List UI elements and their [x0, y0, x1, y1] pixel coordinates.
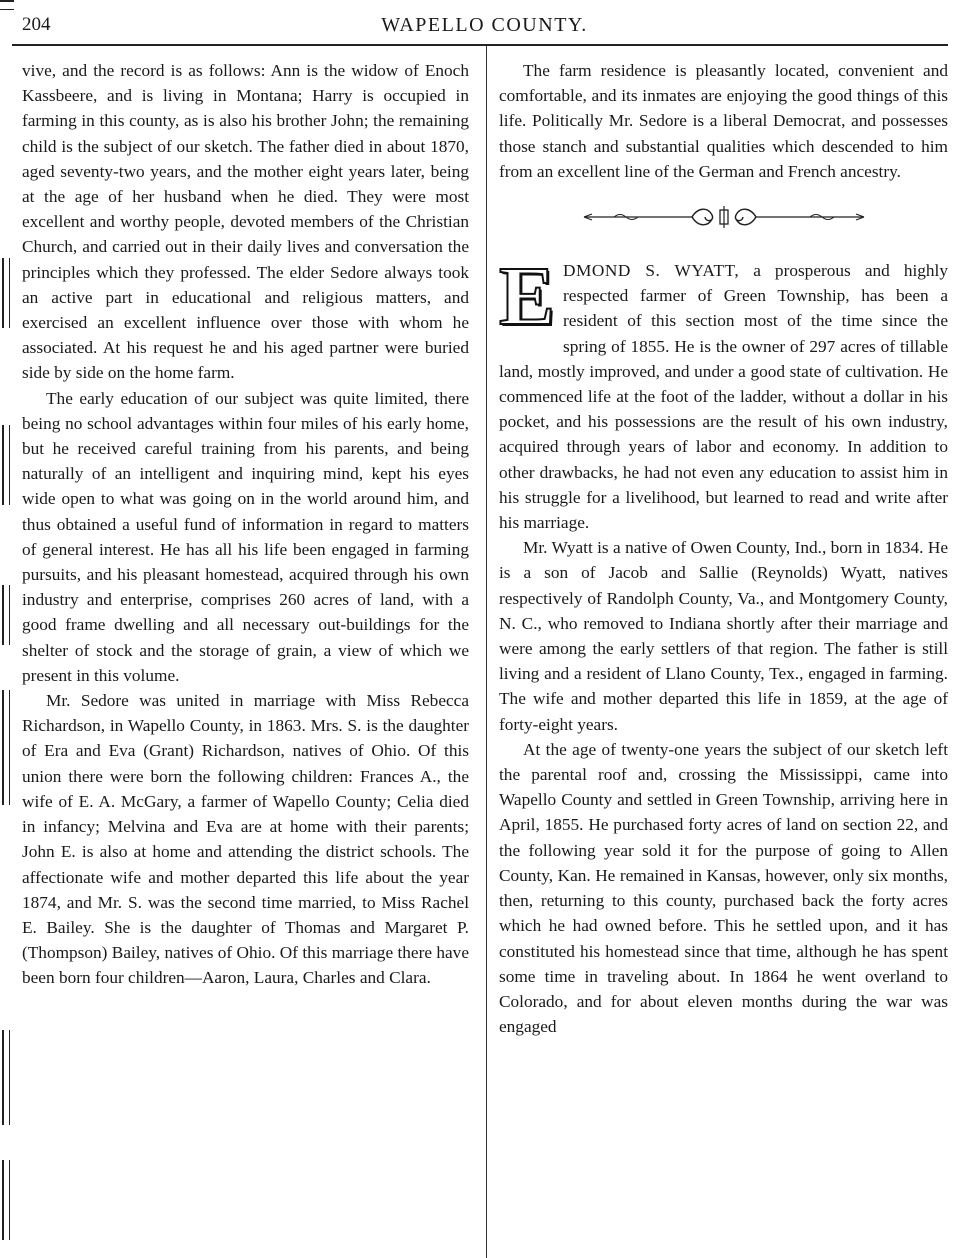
decorative-divider-icon	[499, 202, 948, 236]
paragraph: vive, and the record is as follows: Ann is the widow of Enoch Kassbeere, and is living in Montana; Harry is occupied in farming in this county, as is also his brother John; the remaining child is the subject of our sketch. The father died in about 1870, aged seventy-two years, and the mother eight years later, being at the age of her husband when he died. They were most excellent and worthy people, devoted members of the Christian Church, and carried out in their daily lives and conversation the principles which they professed. The elder Sedore always took an active part in educational and religious matters, and exercised an excellent influence over those with whom he associated. At his request he and his aged partner were buried side by side on the home farm.	[22, 61, 469, 383]
corner-mark	[0, 0, 14, 10]
binding-mark	[2, 258, 10, 328]
drop-cap: E	[499, 250, 556, 344]
binding-mark	[2, 1030, 10, 1125]
paragraph: The early education of our subject was quite limited, there being no school advantages within four miles of his early home, but he received careful training from his parents, and being naturally of an intelligent and inquiring mind, kept his eyes wide open to what was going on in the world around him, and thus obtained a useful fund of information in regard to matters of general interest. He has all his life been engaged in farming pursuits, and his pleasant homestead, acquired through his own industry and enterprise, comprises 260 acres of land, with a good frame dwelling and all necessary out-buildings for the shelter of stock and the storage of grain, a view of which we present in this volume.	[22, 388, 469, 685]
page-header	[22, 12, 947, 42]
paragraph: The farm residence is pleasantly located, convenient and comfortable, and its inmates are enjoying the good things of this life. Politically Mr. Sedore is a liberal Democrat, and possesses those stanch and substantial qualities which descended to him from an excellent line of the German and French ancestry.	[499, 61, 948, 181]
right-column	[499, 58, 948, 1039]
running-head: WAPELLO COUNTY.	[381, 14, 588, 36]
biography-opening	[499, 250, 948, 535]
left-column	[22, 58, 469, 991]
paragraph: Mr. Sedore was united in marriage with Miss Rebecca Richardson, in Wapello County, in 1863. Mrs. S. is the daughter of Era and Eva (Grant) Richardson, natives of Ohio. Of this union there were born the following children: Frances A., the wife of E. A. McGary, a farmer of Wapello County; Celia died in infancy; Melvina and Eva are at home with their parents; John E. is also at home and attending the district schools. The affectionate wife and mother departed this life about the year 1874, and Mr. S. was the second time married, to Miss Rachel E. Bailey. She is the daughter of Thomas and Margaret P. (Thompson) Bailey, natives of Ohio. Of this marriage there have been born four children—Aaron, Laura, Charles and Clara.	[22, 691, 469, 988]
header-rule	[12, 44, 948, 46]
paragraph-text: a prosperous and highly respected farmer of Green Township, has been a resident of this section most of the time since the spring of 1855. He is the owner of 297 acres of tillable land, mostly improved, and under a good state of cultivation. He commenced life at the foot of the ladder, without a dollar in his pocket, and his possessions are the result of his own industry, acquired through years of labor and economy. In addition to other drawbacks, he had not even any education to assist him in his struggle for a livelihood, but learned to read and write after his marriage.	[499, 261, 948, 533]
subject-name: DMOND S. WYATT,	[563, 261, 740, 281]
binding-mark	[2, 585, 10, 645]
column-divider	[486, 46, 487, 1258]
paragraph: At the age of twenty-one years the subject of our sketch left the parental roof and, crossing the Mississippi, came into Wapello County and settled in Green Township, arriving here in April, 1855. He purchased forty acres of land on section 22, and the following year sold it for the purpose of going to Allen County, Kan. He remained in Kansas, however, only six months, then, returning to this county, purchased back the forty acres which he had owned before. This he settled upon, and it has constituted his homestead since that time, although he has spent some time in traveling about. In 1864 he went overland to Colorado, and for about eleven months during the war was engaged	[499, 739, 948, 1037]
binding-mark	[2, 690, 10, 805]
binding-mark	[2, 425, 10, 505]
binding-mark	[2, 1160, 10, 1240]
page-number: 204	[22, 14, 51, 35]
paragraph: Mr. Wyatt is a native of Owen County, Ind., born in 1834. He is a son of Jacob and Sallie (Reynolds) Wyatt, natives respectively of Randolph County, Va., and Montgomery County, N. C., who removed to Indiana shortly after their marriage and were among the early settlers of that region. The father is still living and a resident of Llano County, Tex., engaged in farming. The wife and mother departed this life in 1859, at the age of forty-eight years.	[499, 538, 948, 734]
